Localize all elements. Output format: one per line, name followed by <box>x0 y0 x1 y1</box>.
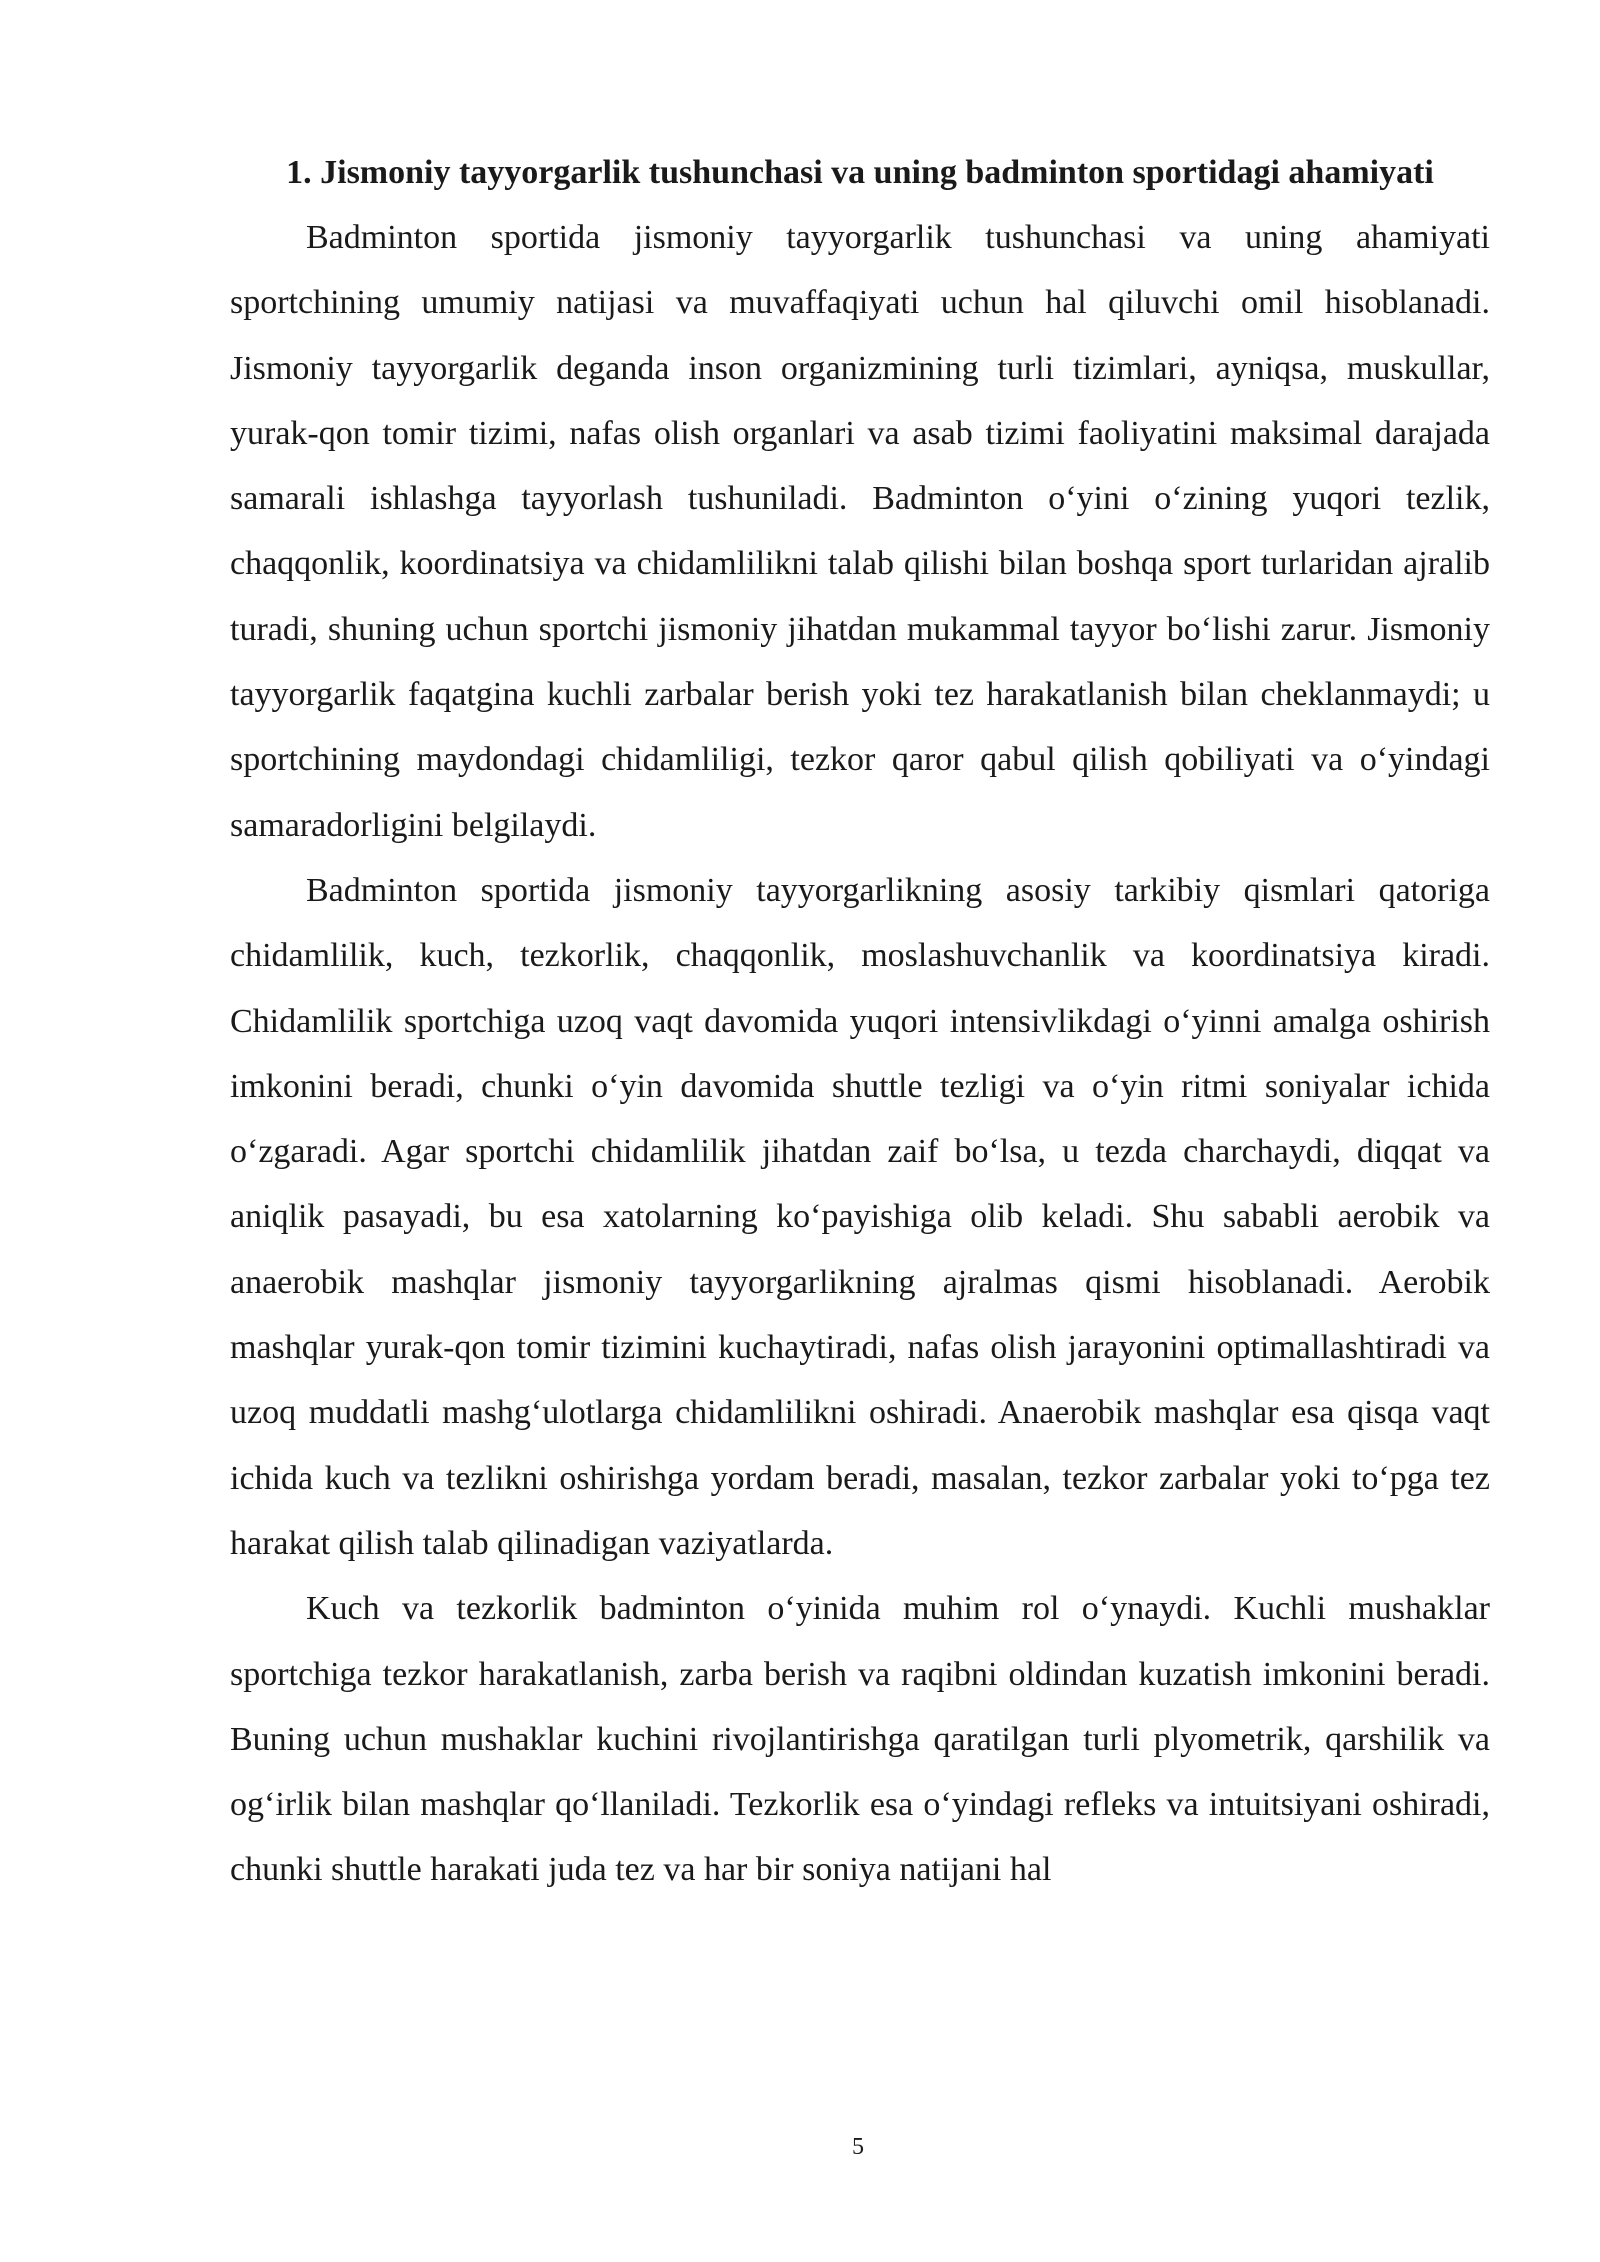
section-heading: 1. Jismoniy tayyorgarlik tushunchasi va uning badminton sportidagi ahamiyati <box>286 154 1434 191</box>
paragraph-1: Badminton sportida jismoniy tayyorgarlik tushunchasi va uning ahamiyati sportchining umumiy natijasi va muvaffaqiyati uchun hal qiluvchi omil hisoblanadi. Jismoniy tayyorgarlik deganda inson organizmining turli tizimlari, ayniqsa, muskullar, yurak-qon tomir tizimi, nafas olish organlari va asab tizimi faoliyatini maksimal darajada samarali ishlashga tayyorlash tushuniladi. Badminton o‘yini o‘zining yuqori tezlik, chaqqonlik, koordinatsiya va chidamlilikni talab qilishi bilan boshqa sport turlaridan ajralib turadi, shuning uchun sportchi jismoniy jihatdan mukammal tayyor bo‘lishi zarur. Jismoniy tayyorgarlik faqatgina kuchli zarbalar berish yoki tez harakatlanish bilan cheklanmaydi; u sportchining maydondagi chidamliligi, tezkor qaror qabul qilish qobiliyati va o‘yindagi samaradorligini belgilaydi. <box>230 219 1490 844</box>
page-content <box>230 140 1490 1903</box>
page-number: 5 <box>852 2134 864 2160</box>
paragraph-2: Badminton sportida jismoniy tayyorgarlikning asosiy tarkibiy qismlari qatoriga chidamlilik, kuch, tezkorlik, chaqqonlik, moslashuvchanlik va koordinatsiya kiradi. Chidamlilik sportchiga uzoq vaqt davomida yuqori intensivlikdagi o‘yinni amalga oshirish imkonini beradi, chunki o‘yin davomida shuttle tezligi va o‘yin ritmi soniyalar ichida o‘zgaradi. Agar sportchi chidamlilik jihatdan zaif bo‘lsa, u tezda charchaydi, diqqat va aniqlik pasayadi, bu esa xatolarning ko‘payishiga olib keladi. Shu sababli aerobik va anaerobik mashqlar jismoniy tayyorgarlikning ajralmas qismi hisoblanadi. Aerobik mashqlar yurak-qon tomir tizimini kuchaytiradi, nafas olish jarayonini optimallashtiradi va uzoq muddatli mashg‘ulotlarga chidamlilikni oshiradi. Anaerobik mashqlar esa qisqa vaqt ichida kuch va tezlikni oshirishga yordam beradi, masalan, tezkor zarbalar yoki to‘pga tez harakat qilish talab qilinadigan vaziyatlarda. <box>230 871 1490 1562</box>
paragraph-3: Kuch va tezkorlik badminton o‘yinida muhim rol o‘ynaydi. Kuchli mushaklar sportchiga tezkor harakatlanish, zarba berish va raqibni oldindan kuzatish imkonini beradi. Buning uchun mushaklar kuchini rivojlantirishga qaratilgan turli plyometrik, qarshilik va og‘irlik bilan mashqlar qo‘llaniladi. Tezkorlik esa o‘yindagi refleks va intuitsiyani oshiradi, chunki shuttle harakati juda tez va har bir soniya natijani hal <box>230 1590 1490 1889</box>
